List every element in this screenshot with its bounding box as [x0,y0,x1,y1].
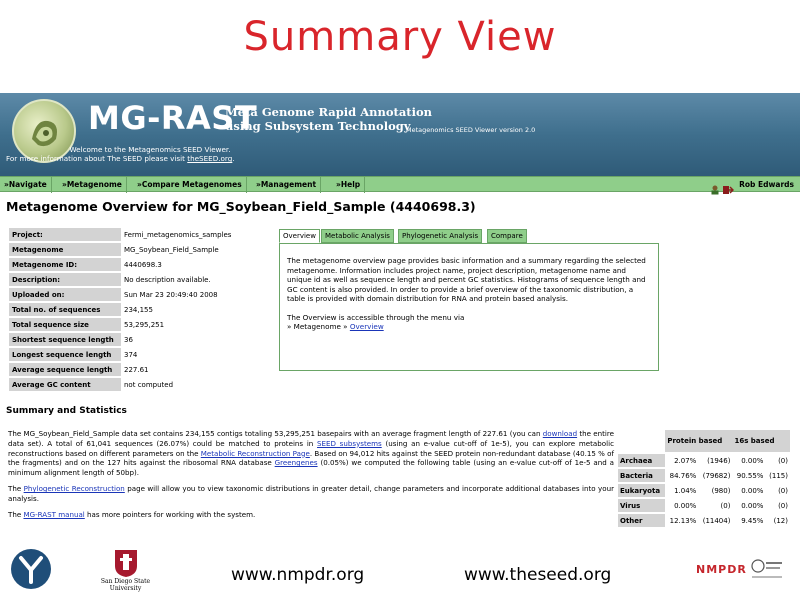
domain-name: Bacteria [618,469,665,482]
protein-percent: 1.04% [674,486,697,495]
metagenome-info-table [9,226,251,393]
summary-text-fragment: (0.05%) we computed the following table (using an e-value cut-off of 1e-5 and a minimum alignment length of 50bp). [8,458,614,478]
domain-name: Archaea [618,454,665,467]
info-key: Project: [9,228,121,241]
s16-count: (12) [773,516,788,525]
domain-distribution-table [618,428,790,529]
protein-count: (1946) [707,456,731,465]
user-icon[interactable] [712,186,719,195]
table-row [9,333,251,346]
overview-access [287,313,651,332]
info-value: 374 [121,348,251,361]
table-header-protein: Protein based [665,430,732,452]
summary-paragraph-1 [8,429,614,478]
version-label: Metagenomics SEED Viewer version 2.0 [406,126,536,134]
overview-panel [279,243,659,371]
info-key: Description: [9,273,121,286]
sdsu-seal-icon [113,548,139,578]
summary-text-fragment: has more pointers for working with the system. [84,509,256,519]
overview-breadcrumb: » Metagenome » [287,322,350,331]
welcome-text: Welcome to the Metagenomics SEED Viewer. [69,145,231,154]
overview-access-line: The Overview is accessible through the menu via [287,312,465,322]
info-value: Fermi_metagenomics_samples [121,228,251,241]
s16-percent: 0.00% [741,486,764,495]
protein-percent: 0.00% [674,501,697,510]
phylogenetic-reconstruction-link[interactable]: Phylogenetic Reconstruction [23,483,125,493]
s16-count: (0) [778,501,788,510]
table-row [9,363,251,376]
table-row [618,454,790,467]
info-suffix: . [232,154,235,163]
table-row [9,288,251,301]
protein-count: (980) [711,486,731,495]
table-row [618,484,790,497]
menu-metagenome[interactable]: »Metagenome [58,177,127,193]
info-text [6,154,235,163]
theseed-url[interactable]: www.theseed.org [464,565,612,585]
protein-percent: 12.13% [669,516,697,525]
protein-percent: 2.07% [674,456,697,465]
s16-percent: 90.55% [736,471,764,480]
mg-rast-manual-link[interactable]: MG-RAST manual [23,509,85,519]
info-value: 4440698.3 [121,258,251,271]
tab-phylogenetic-analysis[interactable]: Phylogenetic Analysis [398,229,482,243]
info-key: Uploaded on: [9,288,121,301]
mg-rast-screenshot [0,93,800,530]
table-row [9,273,251,286]
info-key: Total no. of sequences [9,303,121,316]
table-row [9,378,251,391]
summary-text-fragment: page will allow you to view taxonomic distributions in greater detail, change parameters and incorporate additional databases into your analysis. [8,483,614,503]
protein-count: (0) [720,501,731,510]
info-value: 36 [121,333,251,346]
brand-tagline [225,105,432,133]
info-key: Total sequence size [9,318,121,331]
summary-text [8,429,614,519]
info-value: MG_Soybean_Field_Sample [121,243,251,256]
seed-subsystems-link[interactable]: SEED subsystems [317,438,382,448]
y-logo-icon [10,548,52,590]
menu-help[interactable]: »Help [332,177,365,193]
table-row [9,318,251,331]
tab-overview[interactable]: Overview [279,229,320,243]
page-title: Metagenome Overview for MG_Soybean_Field_Sample (4440698.3) [6,199,476,214]
download-link[interactable]: download [542,429,578,438]
header-banner [0,93,800,176]
info-value: 234,155 [121,303,251,316]
table-row [9,258,251,271]
logout-icon[interactable] [723,186,733,194]
tab-compare[interactable]: Compare [487,229,527,243]
domain-name: Other [618,514,665,527]
table-row [9,228,251,241]
info-value: not computed [121,378,251,391]
brand-name: MG-RAST [88,99,258,137]
info-key: Shortest sequence length [9,333,121,346]
menu-compare-metagenomes[interactable]: »Compare Metagenomes [133,177,247,193]
menu-management[interactable]: »Management [252,177,321,193]
info-value: No description available. [121,273,251,286]
theseed-link[interactable]: theSEED.org [187,154,233,163]
table-row [618,499,790,512]
summary-text-fragment: the entire data set). A total of 61,041 sequences (26.07%) could be matched to proteins in [8,429,615,448]
info-value: 53,295,251 [121,318,251,331]
nmpdr-url[interactable]: www.nmpdr.org [231,565,365,585]
domain-name: Eukaryota [618,484,665,497]
summary-text-fragment: The [8,509,24,519]
menu-bar [0,176,800,192]
nmpdr-logo: NMPDR [696,563,747,576]
summary-text-fragment: The MG_Soybean_Field_Sample data set contains 234,155 contigs totaling 53,295,251 basepairs with an average fragment length of 227.61 (you can [8,429,543,438]
table-row [618,514,790,527]
s16-percent: 9.45% [741,516,764,525]
metabolic-reconstruction-link[interactable]: Metabolic Reconstruction Page [200,448,310,458]
table-row [9,348,251,361]
user-name[interactable]: Rob Edwards [739,180,794,189]
summary-text-fragment: . Based on 94,012 hits against the SEED protein non-redundant database (40.15 % of the fragments) and on the 127 hits against the ribosomal RNA database [8,448,614,468]
sdsu-label: San Diego State University [100,578,151,592]
user-icons [710,180,734,199]
overview-link[interactable]: Overview [349,322,384,331]
summary-text-fragment: (using an e-value cut-off of 1e-5), you can explore metabolic reconstructions based on different parameters on the [8,438,614,458]
s16-count: (0) [778,486,788,495]
protein-percent: 84.76% [669,471,697,480]
info-prefix: For more information about The SEED please visit [6,154,188,163]
s16-count: (0) [778,456,788,465]
s16-percent: 0.00% [741,456,764,465]
slide-title: Summary View [243,14,557,60]
table-row [618,469,790,482]
tagline-line-2: using Subsystem Technology [225,119,411,133]
s16-percent: 0.00% [741,501,764,510]
info-key: Average GC content [9,378,121,391]
protein-count: (11404) [702,516,731,525]
info-value: 227.61 [121,363,251,376]
overview-description: The metagenome overview page provides basic information and a summary regarding the selected metagenome. Information includes project name, project description, metagenome name and unique id as well as sequence length and percent GC statistics. Histograms of sequence length and GC content is also provided. In order to provide a brief overview of the taxonomic distribution, a table is provided with domain distribution for RNA and protein based analysis. [287,256,646,303]
table-header-blank [618,430,665,452]
table-header-row [618,430,790,452]
summary-heading: Summary and Statistics [6,406,127,416]
greengenes-link[interactable]: Greengenes [274,458,318,468]
info-key: Longest sequence length [9,348,121,361]
s16-count: (115) [769,471,788,480]
tagline-line-1: Meta Genome Rapid Annotation [225,105,432,119]
summary-paragraph-3 [8,510,614,520]
protein-count: (79682) [702,471,731,480]
info-value: Sun Mar 23 20:49:40 2008 [121,288,251,301]
summary-text-fragment: The [8,483,24,493]
tab-metabolic-analysis[interactable]: Metabolic Analysis [321,229,394,243]
domain-name: Virus [618,499,665,512]
partner-logo-icon [750,556,784,584]
info-key: Metagenome [9,243,121,256]
table-row [9,243,251,256]
info-key: Metagenome ID: [9,258,121,271]
table-row [9,303,251,316]
menu-navigate[interactable]: »Navigate [0,177,52,193]
table-header-16s: 16s based [732,430,790,452]
summary-paragraph-2 [8,484,614,504]
info-key: Average sequence length [9,363,121,376]
